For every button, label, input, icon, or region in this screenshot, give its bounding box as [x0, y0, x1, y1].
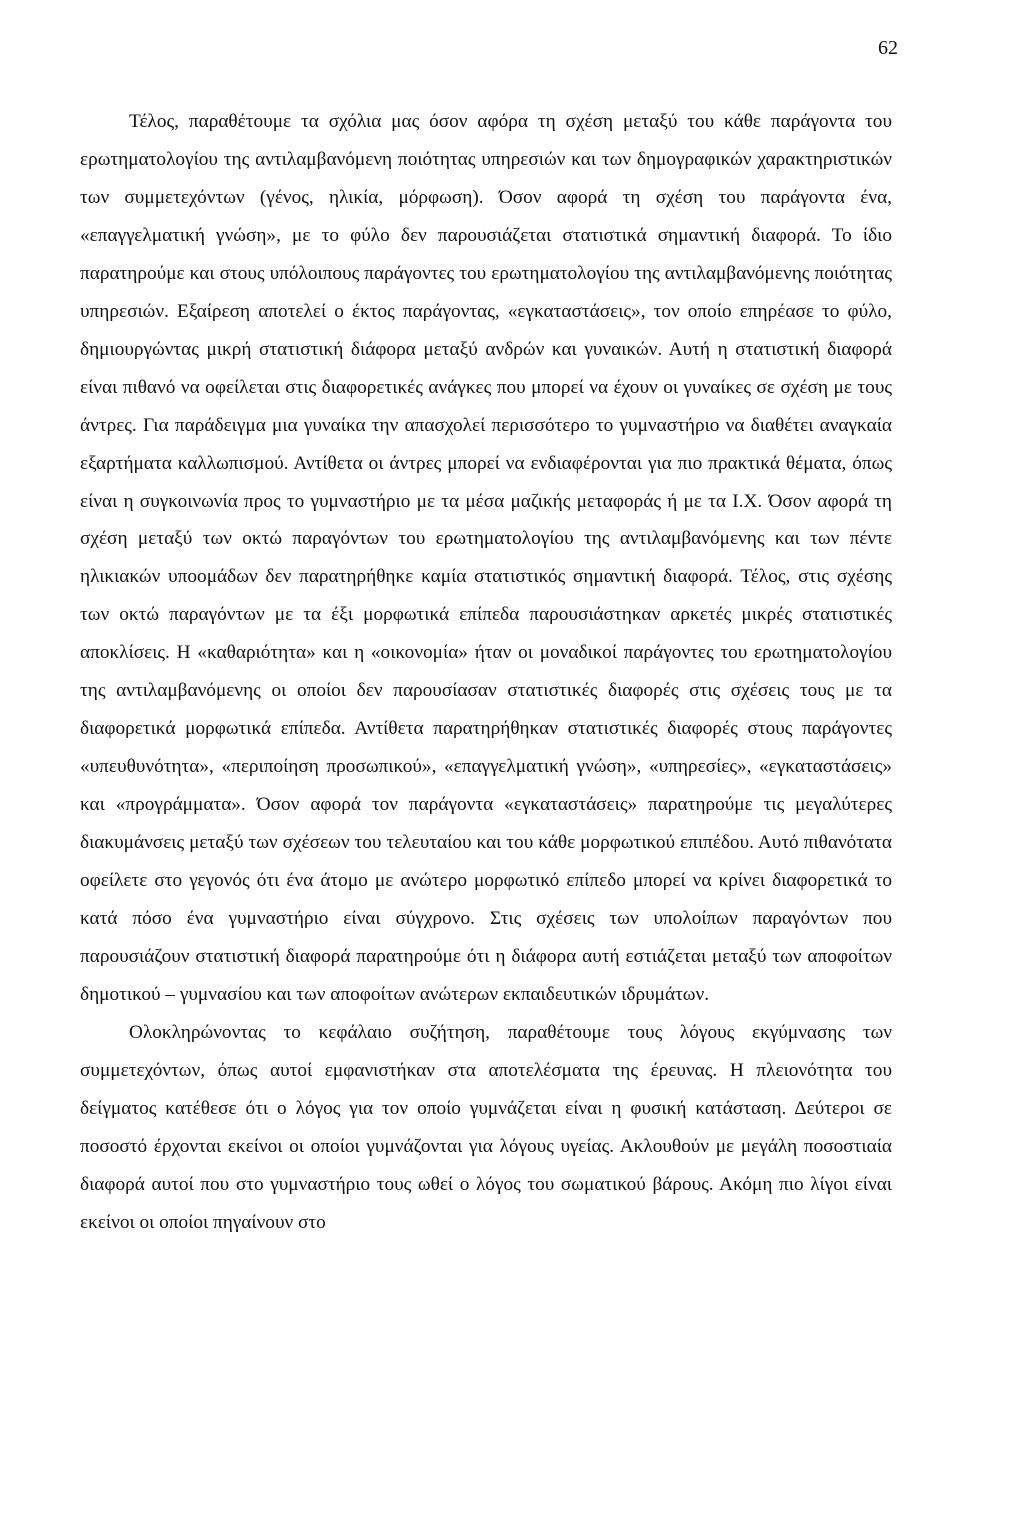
paragraph-2: Ολοκληρώνοντας το κεφάλαιο συζήτηση, παραθέτουμε τους λόγους εκγύμνασης των συμμετεχόντων, όπως αυτοί εμφανιστήκαν στα αποτελέσματα της έρευνας. Η πλειονότητα του δείγματος κατέθεσε ότι ο λόγος για τον οποίο γυμνάζεται είναι η φυσική κατάσταση. Δεύτεροι σε ποσοστό έρχονται εκείνοι οι οποίοι γυμνάζονται για λόγους υγείας. Ακλουθούν με μεγάλη ποσοστιαία διαφορά αυτοί που στο γυμναστήριο τους ωθεί ο λόγος του σωματικού βάρους. Ακόμη πιο λίγοι είναι εκείνοι οι οποίοι πηγαίνουν στο — [80, 1021, 892, 1233]
paragraph-1: Τέλος, παραθέτουμε τα σχόλια μας όσον αφόρα τη σχέση μεταξύ του κάθε παράγοντα του ερωτηματολογίου της αντιλαμβανόμενη ποιότητας υπηρεσιών και των δημογραφικών χαρακτηριστικών των συμμετεχόντων (γένος, ηλικία, μόρφωση). Όσον αφορά τη σχέση του παράγοντα ένα, «επαγγελματική γνώση», με το φύλο δεν παρουσιάζεται στατιστικά σημαντική διαφορά. Το ίδιο παρατηρούμε και στους υπόλοιπους παράγοντες του ερωτηματολογίου της αντιλαμβανόμενης ποιότητας υπηρεσιών. Εξαίρεση αποτελεί ο έκτος παράγοντας, «εγκαταστάσεις», τον οποίο επηρέασε το φύλο, δημιουργώντας μικρή στατιστική διάφορα μεταξύ ανδρών και γυναικών. Αυτή η στατιστική διαφορά είναι πιθανό να οφείλεται στις διαφορετικές ανάγκες που μπορεί να έχουν οι γυναίκες σε σχέση με τους άντρες. Για παράδειγμα μια γυναίκα την απασχολεί περισσότερο το γυμναστήριο να διαθέτει αναγκαία εξαρτήματα καλλωπισμού. Αντίθετα οι άντρες μπορεί να ενδιαφέρονται για πιο πρακτικά θέματα, όπως είναι η συγκοινωνία προς το γυμναστήριο με τα μέσα μαζικής μεταφοράς ή με τα Ι.Χ. Όσον αφορά τη σχέση μεταξύ των οκτώ παραγόντων του ερωτηματολογίου της αντιλαμβανόμενης και των πέντε ηλικιακών υποομάδων δεν παρατηρήθηκε καμία στατιστικός σημαντική διαφορά. Τέλος, στις σχέσης των οκτώ παραγόντων με τα έξι μορφωτικά επίπεδα παρουσιάστηκαν αρκετές μικρές στατιστικές αποκλίσεις. Η «καθαριότητα» και η «οικονομία» ήταν οι μοναδικοί παράγοντες του ερωτηματολογίου της αντιλαμβανόμενης οι οποίοι δεν παρουσίασαν στατιστικές διαφορές στις σχέσεις τους με τα διαφορετικά μορφωτικά επίπεδα. Αντίθετα παρατηρήθηκαν στατιστικές διαφορές στους παράγοντες «υπευθυνότητα», «περιποίηση προσωπικού», «επαγγελματική γνώση», «υπηρεσίες», «εγκαταστάσεις» και «προγράμματα». Όσον αφορά τον παράγοντα «εγκαταστάσεις» παρατηρούμε τις μεγαλύτερες διακυμάνσεις μεταξύ των σχέσεων του τελευταίου και του κάθε μορφωτικού επιπέδου. Αυτό πιθανότατα οφείλετε στο γεγονός ότι ένα άτομο με ανώτερο μορφωτικό επίπεδο μπορεί να κρίνει διαφορετικά το κατά πόσο ένα γυμναστήριο είναι σύγχρονο. Στις σχέσεις των υπολοίπων παραγόντων που παρουσιάζουν στατιστική διαφορά παρατηρούμε ότι η διάφορα αυτή εστιάζεται μεταξύ των αποφοίτων δημοτικού – γυμνασίου και των αποφοίτων ανώτερων εκπαιδευτικών ιδρυμάτων. — [80, 111, 892, 1005]
document-body — [80, 103, 892, 1242]
page-number: 62 — [878, 37, 898, 59]
